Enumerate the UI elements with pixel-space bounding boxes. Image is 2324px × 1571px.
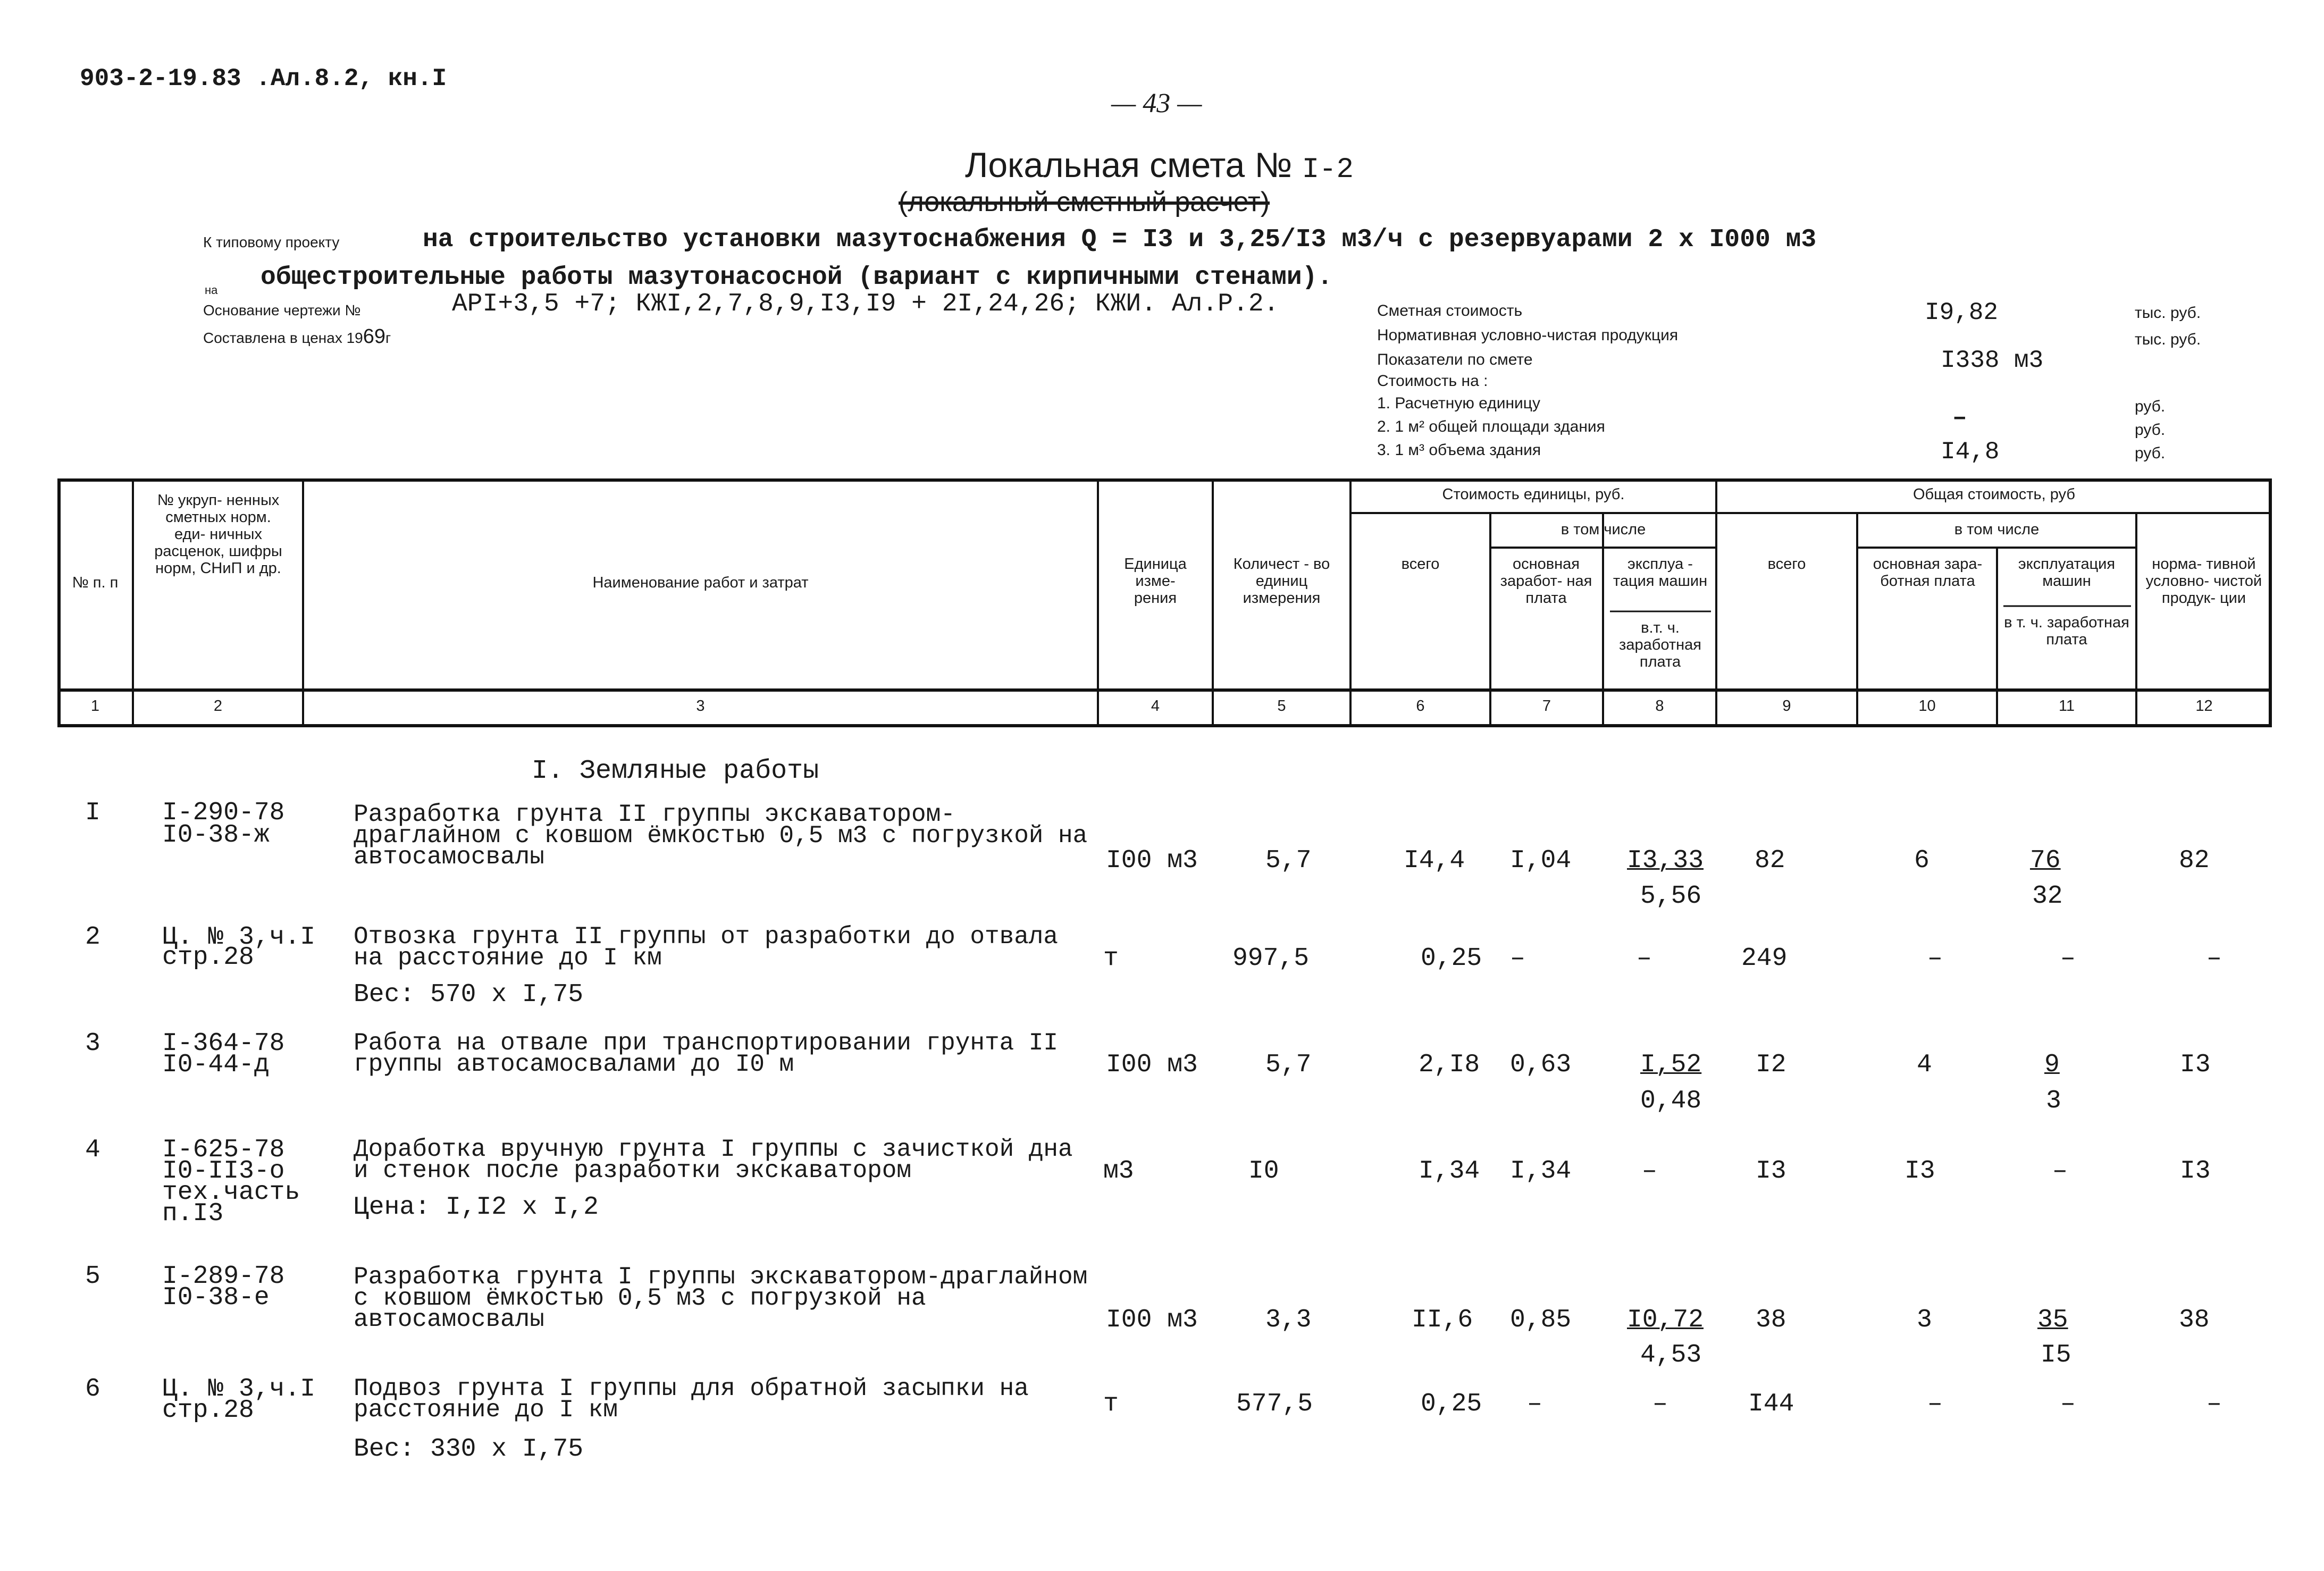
row-norm: 82 xyxy=(2179,846,2210,875)
row-total-mach-pay: 32 xyxy=(2032,882,2063,911)
row-name: Разработка грунта II группы экскаватором-драглайном с ковшом ёмкостью 0,5 м3 с погрузкой на автосамосвалы xyxy=(354,801,1088,871)
col-group-unit-cost: Стоимость единицы, руб. xyxy=(1442,486,1625,503)
project-label: К типовому проекту xyxy=(203,234,340,250)
row-total: 82 xyxy=(1755,846,1785,875)
row-unit: I00 м3 xyxy=(1106,1051,1198,1079)
row-price: II,6 xyxy=(1412,1306,1473,1334)
row-norm: I3 xyxy=(2180,1051,2211,1079)
col-number: 1 xyxy=(90,698,100,715)
on-label: на xyxy=(205,283,218,297)
row-mach-pay: 4,53 xyxy=(1640,1341,1702,1370)
row-total-pay: 4 xyxy=(1917,1051,1932,1079)
row-qty: 577,5 xyxy=(1236,1390,1313,1418)
row-total-mach: 9 xyxy=(2044,1051,2060,1079)
summary-unit: руб. xyxy=(2135,444,2166,462)
col-number: 12 xyxy=(2195,698,2213,715)
summary-unit: руб. xyxy=(2135,398,2166,415)
row-norm: – xyxy=(2206,1390,2222,1418)
summary-label: Стоимость на : xyxy=(1377,372,1488,390)
row-mach: – xyxy=(1652,1390,1668,1418)
row-total-mach-pay: I5 xyxy=(2041,1341,2071,1370)
col-group-total-cost: Общая стоимость, руб xyxy=(1912,486,2075,503)
col-header-machines-pay-2: в т. ч. заработная плата xyxy=(2004,614,2129,648)
col-header-machines: эксплуа - тация машин xyxy=(1613,556,1708,590)
row-total-pay: – xyxy=(1927,944,1943,973)
col-number: 11 xyxy=(2058,698,2075,715)
row-unit: м3 xyxy=(1103,1157,1134,1186)
prices-label-text: Составлена в ценах 19 xyxy=(203,330,363,346)
row-number: I xyxy=(85,799,100,827)
work-text: общестроительные работы мазутонасосной (вариант с кирпичными стенами). xyxy=(261,263,1333,292)
row-pay: 0,63 xyxy=(1510,1051,1572,1079)
col-header-name: Наименование работ и затрат xyxy=(592,574,809,591)
summary-label: Сметная стоимость xyxy=(1377,302,1523,320)
col-header-unit: Единица изме- рения xyxy=(1124,556,1187,607)
row-name: Отвозка грунта II группы от разработки до отвала на расстояние до I км xyxy=(354,923,1059,972)
row-total-mach-pay: 3 xyxy=(2046,1087,2061,1115)
row-qty: I0 xyxy=(1248,1157,1279,1186)
row-pay: – xyxy=(1510,944,1525,973)
row-total-pay: I3 xyxy=(1904,1157,1935,1186)
col-header-basic-pay: основная заработ- ная плата xyxy=(1500,556,1592,607)
row-unit: I00 м3 xyxy=(1106,1306,1198,1334)
document-code: 903-2-19.83 .Ал.8.2, кн.I xyxy=(80,65,447,93)
row-norm: – xyxy=(2206,944,2222,973)
row-qty: 997,5 xyxy=(1232,944,1310,973)
row-total: 38 xyxy=(1756,1306,1786,1334)
col-header-number: № п. п xyxy=(72,574,119,591)
row-code: I0-38-е xyxy=(162,1283,270,1312)
prices-year: 69 xyxy=(363,325,386,348)
row-mach-pay: 0,48 xyxy=(1640,1087,1702,1115)
summary-value: I338 м3 xyxy=(1941,347,2044,374)
row-norm: I3 xyxy=(2180,1157,2211,1186)
row-code: п.I3 xyxy=(162,1199,224,1228)
row-code: I0-II3-о xyxy=(162,1157,285,1186)
page-number: — 43 — xyxy=(1111,88,1202,119)
row-code: I0-38-ж xyxy=(162,821,270,850)
row-number: 3 xyxy=(85,1029,100,1058)
row-name: Разработка грунта I группы экскаватором-драглайном с ковшом ёмкостью 0,5 м3 с погрузкой на автосамосвалы xyxy=(354,1263,1088,1333)
col-number: 3 xyxy=(696,698,705,715)
row-total: I44 xyxy=(1748,1390,1794,1418)
row-note: Цена: I,I2 x I,2 xyxy=(354,1193,599,1222)
col-header-qty: Количест - во единиц измерения xyxy=(1233,556,1330,607)
row-total: I3 xyxy=(1756,1157,1786,1186)
row-code: I-364-78 xyxy=(162,1029,285,1058)
col-number: 4 xyxy=(1151,698,1160,715)
row-code: I0-44-д xyxy=(162,1051,270,1079)
row-total-mach: 35 xyxy=(2037,1306,2068,1334)
row-unit: т xyxy=(1103,1390,1119,1418)
row-number: 2 xyxy=(85,923,100,952)
col-number: 2 xyxy=(213,698,223,715)
col-number: 6 xyxy=(1416,698,1425,715)
title-text: Локальная смета № xyxy=(965,145,1293,184)
summary-unit: руб. xyxy=(2135,421,2166,439)
summary-unit: тыс. руб. xyxy=(2135,304,2201,322)
row-total-pay: 6 xyxy=(1914,846,1929,875)
row-code: I-625-78 xyxy=(162,1136,285,1164)
row-total-pay: 3 xyxy=(1917,1306,1932,1334)
col-group-incl-2: в том числе xyxy=(1954,521,2040,538)
row-code: Ц. № 3,ч.I xyxy=(162,923,316,952)
row-total-mach: – xyxy=(2060,1390,2076,1418)
table-header xyxy=(57,478,2272,727)
project-text: на строительство установки мазутоснабжения Q = I3 и 3,25/I3 м3/ч с резервуарами 2 x I000 м3 xyxy=(423,225,1817,254)
col-number: 7 xyxy=(1542,698,1551,715)
row-total: I2 xyxy=(1756,1051,1786,1079)
col-header-norm: норма- тивной условно- чистой продук- ции xyxy=(2145,556,2262,607)
row-price: 2,I8 xyxy=(1419,1051,1480,1079)
summary-label: 2. 1 м² общей площади здания xyxy=(1377,418,1605,435)
row-total-mach: – xyxy=(2060,944,2076,973)
page-subtitle: (локальный сметный расчет) xyxy=(899,187,1270,217)
row-note: Вес: 330 x I,75 xyxy=(354,1435,584,1464)
summary-label: Показатели по смете xyxy=(1377,351,1533,368)
row-code: стр.28 xyxy=(162,943,254,972)
summary-label: Нормативная условно-чистая продукция xyxy=(1377,326,1679,344)
row-mach-pay: 5,56 xyxy=(1640,882,1702,911)
col-number: 10 xyxy=(1918,698,1936,715)
row-total-mach: 76 xyxy=(2030,846,2061,875)
summary-value: – xyxy=(1952,404,1967,432)
row-norm: 38 xyxy=(2179,1306,2210,1334)
section-title xyxy=(532,756,819,786)
row-mach: I0,72 xyxy=(1627,1306,1704,1334)
row-number: 6 xyxy=(85,1375,100,1404)
row-code: тех.часть xyxy=(162,1178,300,1207)
section-title-text: I. Земляные работы xyxy=(532,756,819,786)
row-name: Доработка вручную грунта I группы с зачисткой дна и стенок после разработки экскаватором xyxy=(354,1136,1073,1184)
row-number: 5 xyxy=(85,1262,100,1291)
basis-label: Основание чертежи № xyxy=(203,302,361,318)
prices-suffix: г xyxy=(385,330,391,346)
row-price: I4,4 xyxy=(1404,846,1465,875)
col-number: 5 xyxy=(1277,698,1286,715)
row-note: Вес: 570 x I,75 xyxy=(354,980,584,1009)
col-group-incl: в том числе xyxy=(1560,521,1646,538)
row-total-mach: – xyxy=(2052,1157,2068,1186)
row-qty: 5,7 xyxy=(1265,1051,1312,1079)
col-header-all-2: всего xyxy=(1767,556,1806,573)
col-header-code: № укруп- ненных сметных норм. еди- ничных расценок, шифры норм, СНиП и др. xyxy=(154,492,282,577)
row-unit: I00 м3 xyxy=(1106,846,1198,875)
row-code: Ц. № 3,ч.I xyxy=(162,1375,316,1404)
basis-text: АРI+3,5 +7; КЖI,2,7,8,9,I3,I9 + 2I,24,26; КЖИ. Ал.Р.2. xyxy=(452,290,1279,318)
row-pay: – xyxy=(1527,1390,1542,1418)
col-header-machines-pay: в.т. ч. заработная плата xyxy=(1619,619,1701,670)
row-price: 0,25 xyxy=(1421,1390,1482,1418)
row-price: 0,25 xyxy=(1421,944,1482,973)
row-number: 4 xyxy=(85,1136,100,1164)
row-mach: I,52 xyxy=(1640,1051,1702,1079)
summary-unit: тыс. руб. xyxy=(2135,331,2201,348)
col-header-basic-pay-2: основная зара- ботная плата xyxy=(1873,556,1983,590)
row-code: стр.28 xyxy=(162,1396,254,1425)
row-code: I-289-78 xyxy=(162,1262,285,1291)
col-header-all: всего xyxy=(1401,556,1440,573)
title-number: I-2 xyxy=(1302,154,1354,186)
row-code: I-290-78 xyxy=(162,799,285,827)
row-total: 249 xyxy=(1741,944,1788,973)
col-number: 9 xyxy=(1782,698,1791,715)
row-pay: 0,85 xyxy=(1510,1306,1572,1334)
prices-label xyxy=(203,325,391,348)
row-mach: – xyxy=(1642,1157,1657,1186)
row-pay: I,04 xyxy=(1510,846,1572,875)
summary-value: I4,8 xyxy=(1941,438,2000,466)
row-name: Подвоз грунта I группы для обратной засыпки на расстояние до I км xyxy=(354,1375,1029,1424)
summary-label: 1. Расчетную единицу xyxy=(1377,394,1540,412)
col-number: 8 xyxy=(1655,698,1664,715)
summary-label: 3. 1 м³ объема здания xyxy=(1377,441,1541,459)
col-header-machines-2: эксплуатация машин xyxy=(2018,556,2116,590)
row-qty: 3,3 xyxy=(1265,1306,1312,1334)
row-name: Работа на отвале при транспортировании грунта II группы автосамосвалами до I0 м xyxy=(354,1029,1059,1078)
row-unit: т xyxy=(1103,944,1119,973)
row-mach: I3,33 xyxy=(1627,846,1704,875)
row-mach: – xyxy=(1637,944,1652,973)
row-total-pay: – xyxy=(1927,1390,1943,1418)
summary-value: I9,82 xyxy=(1925,299,1999,326)
page-title xyxy=(965,145,1354,186)
row-qty: 5,7 xyxy=(1265,846,1312,875)
row-pay: I,34 xyxy=(1510,1157,1572,1186)
row-price: I,34 xyxy=(1419,1157,1480,1186)
